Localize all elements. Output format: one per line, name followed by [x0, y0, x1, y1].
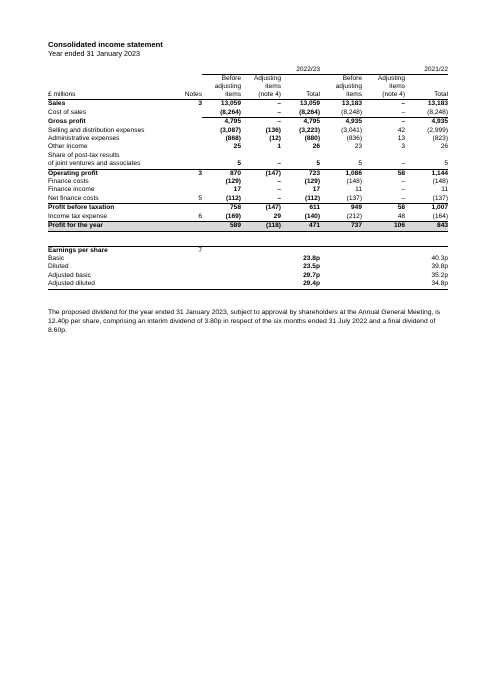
prior-total [405, 152, 448, 160]
prior-adjusting-items: 106 [362, 222, 405, 231]
prior-before-adjusting: (836) [346, 135, 363, 143]
prior-adjusting-items: – [401, 178, 406, 186]
header-before-adjusting: Before adjusting [214, 75, 241, 91]
row-label: Cost of sales [48, 109, 87, 117]
header-notes: Notes [165, 91, 202, 100]
prior-total: (164) [405, 213, 448, 222]
statement-row [48, 213, 448, 222]
eps-row [48, 280, 448, 289]
statement-row [48, 195, 448, 204]
prior-adjusting-items: 58 [362, 169, 405, 178]
current-before-adjusting: (169) [202, 213, 241, 222]
current-before-adjusting: 25 [233, 143, 241, 151]
current-before-adjusting: (129) [225, 178, 241, 186]
current-total: (880) [304, 135, 321, 143]
row-notes: 3 [198, 100, 202, 108]
current-before-adjusting: 13,059 [220, 100, 241, 108]
prior-adjusting-items: – [401, 118, 406, 126]
current-total: 26 [312, 143, 321, 151]
row-notes [165, 222, 202, 231]
current-adjusting-items: (136) [265, 126, 281, 134]
current-total: 17 [312, 186, 321, 194]
prior-before-adjusting: (148) [346, 178, 363, 186]
eps-row [48, 255, 448, 263]
prior-adjusting-items: – [362, 195, 405, 204]
prior-total: 1,144 [405, 169, 448, 178]
eps-label: Diluted [48, 263, 69, 271]
statement-row [48, 143, 448, 151]
current-total: (129) [304, 178, 321, 186]
row-label: Sales [48, 100, 66, 108]
current-adjusting-items: (12) [269, 135, 281, 143]
period-current: 2022/23 [296, 66, 321, 73]
current-before-adjusting: (8,264) [202, 109, 241, 118]
statement-row [48, 160, 448, 169]
prior-before-adjusting: (8,248) [320, 109, 362, 118]
prior-total: 11 [441, 186, 449, 194]
prior-before-adjusting: 23 [354, 143, 363, 151]
current-adjusting-items: – [241, 195, 281, 204]
row-notes [165, 204, 202, 213]
header-total-prior: Total [405, 91, 448, 100]
current-total: 723 [281, 169, 320, 178]
row-notes [165, 160, 202, 169]
current-adjusting-items: – [277, 100, 281, 108]
prior-adjusting-items: 13 [397, 135, 406, 143]
header-currency-label: £ millions [48, 91, 165, 100]
current-before-adjusting: (868) [225, 135, 241, 143]
prior-total: 843 [405, 222, 448, 231]
current-total [281, 152, 320, 160]
prior-adjusting-items: 48 [362, 213, 405, 222]
prior-total: 4,935 [431, 118, 449, 126]
row-notes [165, 152, 202, 160]
prior-adjusting-items: 3 [401, 143, 406, 151]
row-label: Profit for the year [48, 222, 165, 231]
prior-total: 26 [440, 143, 449, 151]
prior-total: 5 [405, 160, 448, 169]
prior-total: 13,183 [427, 100, 449, 108]
eps-current: 23.8p [303, 254, 320, 262]
prior-total: (137) [405, 195, 448, 204]
row-label: Share of post-tax results [48, 151, 120, 159]
prior-before-adjusting: 737 [320, 222, 362, 231]
current-adjusting-items: – [277, 178, 281, 186]
income-statement-table [48, 66, 448, 232]
eps-table [48, 246, 448, 290]
current-before-adjusting: 589 [202, 222, 241, 231]
row-notes [165, 118, 202, 127]
row-notes [165, 178, 202, 186]
statement-row [48, 204, 448, 213]
current-adjusting-items [241, 152, 281, 160]
eps-notes: 7 [165, 246, 202, 255]
statement-row [48, 118, 448, 127]
current-adjusting-items: (118) [241, 222, 281, 231]
current-before-adjusting: 870 [202, 169, 241, 178]
prior-before-adjusting: 11 [355, 186, 363, 194]
prior-before-adjusting: (3,041) [341, 126, 363, 134]
prior-total: 1,007 [431, 204, 449, 212]
prior-adjusting-items: – [401, 100, 406, 108]
prior-before-adjusting: 949 [351, 204, 363, 212]
current-adjusting-items: (147) [265, 204, 281, 212]
row-notes: 5 [165, 195, 202, 204]
current-adjusting-items: – [241, 160, 281, 169]
row-notes: 3 [165, 169, 202, 178]
current-adjusting-items: 1 [277, 143, 281, 151]
current-before-adjusting: 4,795 [224, 118, 241, 126]
period-prior: 2021/22 [424, 66, 449, 73]
prior-adjusting-items: – [362, 109, 405, 118]
statement-row [48, 186, 448, 194]
statement-row [48, 222, 448, 231]
row-label: Profit before taxation [48, 204, 115, 212]
row-label: of joint ventures and associates [48, 160, 141, 168]
prior-before-adjusting: 13,183 [341, 100, 363, 108]
eps-prior: 34.8p [405, 280, 448, 289]
header-adjusting-items: Adjusting items [253, 75, 281, 91]
eps-row [48, 272, 448, 280]
row-label: Gross profit [48, 117, 86, 125]
prior-total: (823) [432, 135, 449, 143]
row-notes [165, 135, 202, 143]
prior-adjusting-items: 42 [397, 126, 406, 134]
eps-heading-row [48, 246, 448, 255]
current-total: 471 [281, 222, 320, 231]
current-before-adjusting: 17 [233, 186, 241, 194]
current-total: 13,059 [299, 100, 321, 108]
row-notes [165, 127, 202, 135]
current-total: (3,223) [299, 126, 321, 134]
prior-before-adjusting: (212) [320, 213, 362, 222]
row-label: Finance costs [48, 178, 89, 186]
eps-heading: Earnings per share [48, 246, 165, 255]
statement-row [48, 135, 448, 143]
eps-label: Adjusted diluted [48, 280, 165, 289]
current-before-adjusting: 758 [229, 204, 241, 212]
eps-prior: 40.3p [431, 254, 448, 262]
current-adjusting-items: – [241, 109, 281, 118]
statement-row [48, 169, 448, 178]
prior-adjusting-items: – [401, 186, 406, 194]
eps-current: 29.7p [303, 271, 320, 279]
prior-total: (8,248) [405, 109, 448, 118]
period-header-row [48, 66, 448, 75]
prior-adjusting-items: – [362, 160, 405, 169]
prior-before-adjusting: 5 [320, 160, 362, 169]
prior-before-adjusting: (137) [320, 195, 362, 204]
row-notes [165, 186, 202, 194]
statement-subtitle: Year ended 31 January 2023 [48, 49, 141, 58]
row-label: Finance income [48, 186, 95, 194]
eps-prior: 35.2p [431, 271, 448, 279]
current-adjusting-items: 29 [241, 213, 281, 222]
current-adjusting-items: – [277, 118, 281, 126]
row-label: Other income [48, 143, 88, 151]
statement-row [48, 100, 448, 109]
current-total: (112) [281, 195, 320, 204]
row-label: Net finance costs [48, 195, 165, 204]
row-label: Operating profit [48, 169, 165, 178]
current-total: (140) [281, 213, 320, 222]
prior-before-adjusting: 1,086 [320, 169, 362, 178]
current-total: 4,795 [303, 118, 321, 126]
header-total: Total [281, 91, 320, 100]
current-total: (8,264) [281, 109, 320, 118]
current-before-adjusting [202, 152, 241, 160]
current-adjusting-items: (147) [241, 169, 281, 178]
statement-row [48, 178, 448, 186]
header-before-adjusting-prior: Before adjusting [335, 75, 363, 91]
row-label: Administrative expenses [48, 135, 120, 143]
row-label: Income tax expense [48, 213, 165, 222]
current-before-adjusting: (3,087) [220, 126, 241, 134]
current-total: 611 [309, 204, 321, 212]
eps-current: 23.5p [303, 263, 320, 271]
statement-row [48, 152, 448, 160]
row-label: Selling and distribution expenses [48, 126, 145, 134]
prior-before-adjusting [320, 152, 362, 160]
column-header-row [48, 75, 448, 92]
eps-row [48, 263, 448, 271]
current-before-adjusting: (112) [202, 195, 241, 204]
eps-label: Adjusted basic [48, 271, 91, 279]
row-notes: 6 [165, 213, 202, 222]
header-adjusting-items-prior: Adjusting items [377, 75, 406, 91]
column-header-row-2: £ millions Notes items (note 4) Total items (note 4) Total [48, 91, 449, 99]
income-statement-page [48, 40, 448, 335]
current-total: 5 [281, 160, 320, 169]
eps-prior: 39.8p [431, 263, 448, 271]
statement-row [48, 109, 448, 118]
prior-total: (2,999) [427, 126, 449, 134]
statement-row [48, 127, 448, 135]
current-before-adjusting: 5 [202, 160, 241, 169]
current-adjusting-items: – [277, 186, 281, 194]
statement-title: Consolidated income statement [48, 40, 163, 49]
prior-before-adjusting: 4,935 [345, 118, 363, 126]
dividend-footnote: The proposed dividend for the year ended 31 January 2023, subject to approval by shareholders at the Annual General Meeting, is 12.40p per share, comprising an interim dividend of 3.80p in respect of the six months ended 31 July 2022 and a final dividend of 8.60p. [48, 308, 441, 334]
prior-total: (148) [432, 178, 449, 186]
eps-label: Basic [48, 254, 65, 262]
row-notes [165, 109, 202, 118]
prior-adjusting-items: 58 [397, 204, 406, 212]
prior-adjusting-items [362, 152, 405, 160]
row-notes [165, 143, 202, 151]
eps-current: 29.4p [281, 280, 320, 289]
